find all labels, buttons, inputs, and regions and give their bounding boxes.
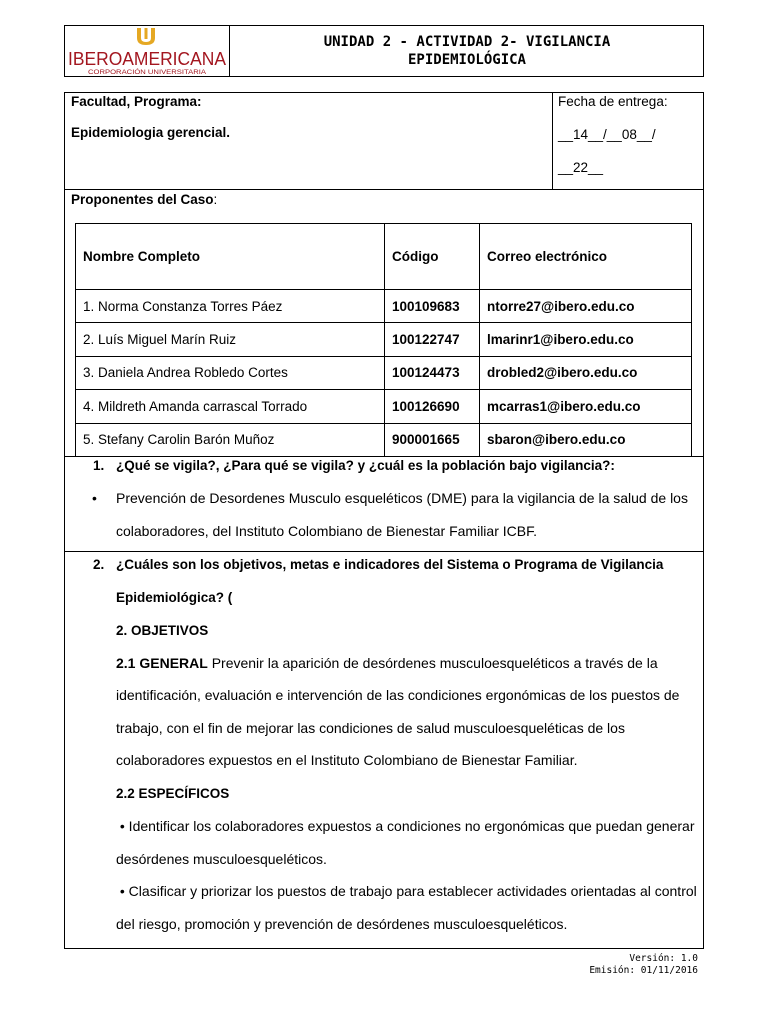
section-1-answer-2: colaboradores, del Instituto Colombiano de Bienestar Familiar ICBF. — [116, 523, 537, 539]
document-title — [230, 33, 704, 69]
member-email: ntorre27@ibero.edu.co — [480, 290, 692, 323]
section-2-number: 2. — [93, 557, 105, 572]
proponents-table — [75, 223, 692, 457]
title-line-1: UNIDAD 2 - ACTIVIDAD 2- VIGILANCIA — [323, 34, 611, 50]
specific-objective-1-line-1: • Identificar los colaboradores expuestos a condiciones no ergonómicas que puedan generar — [116, 818, 695, 834]
section-2-question-2: Epidemiológica? ( — [116, 590, 233, 605]
iberoamericana-logo — [66, 26, 228, 76]
general-objective-line-2: identificación, evaluación e intervención de las condiciones ergonómicas de los puestos de — [116, 687, 680, 703]
specific-objective-2-line-1: • Clasificar y priorizar los puestos de trabajo para establecer actividades orientadas al control — [116, 883, 697, 899]
member-name: 3. Daniela Andrea Robledo Cortes — [76, 356, 385, 389]
table-header-row — [76, 224, 692, 290]
title-line-2: EPIDEMIOLÓGICA — [407, 52, 526, 68]
general-heading: 2.1 GENERAL — [116, 655, 208, 671]
proponents-heading: Proponentes del Caso: — [71, 192, 218, 207]
table-row — [76, 390, 692, 423]
table-row — [76, 323, 692, 356]
member-code: 100109683 — [385, 290, 480, 323]
general-objective-line-4: colaboradores expuestos en el Instituto Colombiano de Bienestar Familiar. — [116, 752, 578, 768]
date-label: Fecha de entrega: — [558, 94, 668, 109]
program-name: Epidemiologia gerencial. — [71, 125, 231, 140]
table-row — [76, 356, 692, 389]
delivery-date-1: __14__/__08__/ — [558, 127, 656, 142]
member-code: 100126690 — [385, 390, 480, 423]
member-name: 4. Mildreth Amanda carrascal Torrado — [76, 390, 385, 423]
specific-heading: 2.2 ESPECÍFICOS — [116, 786, 230, 801]
emission-date: Emisión: 01/11/2016 — [589, 964, 698, 976]
specific-objective-2-line-2: del riesgo, promoción y prevención de desórdenes musculoesqueléticos. — [116, 916, 568, 932]
info-divider — [552, 92, 553, 190]
general-objective-line-1: 2.1 GENERAL Prevenir la aparición de desórdenes musculoesqueléticos a través de la — [116, 655, 658, 671]
table-row — [76, 290, 692, 323]
section-2-question-1: ¿Cuáles son los objetivos, metas e indicadores del Sistema o Programa de Vigilancia — [116, 557, 664, 572]
section-1-question: ¿Qué se vigila?, ¿Para qué se vigila? y ¿cuál es la población bajo vigilancia?: — [116, 458, 615, 473]
member-name: 1. Norma Constanza Torres Páez — [76, 290, 385, 323]
member-code: 100122747 — [385, 323, 480, 356]
delivery-date-2: __22__ — [558, 160, 604, 175]
section-1-number: 1. — [93, 458, 105, 473]
specific-objective-1-line-2: desórdenes musculoesqueléticos. — [116, 851, 327, 867]
member-email: drobled2@ibero.edu.co — [480, 356, 692, 389]
document-footer — [589, 953, 698, 976]
logo-subtitle: CORPORACIÓN UNIVERSITARIA — [88, 70, 181, 76]
bullet-icon: • — [92, 490, 97, 506]
faculty-label: Facultad, Programa: — [71, 94, 202, 109]
objectives-heading: 2. OBJETIVOS — [116, 623, 209, 638]
general-objective-line-3: trabajo, con el fin de mejorar las condiciones de salud musculoesqueléticas de los — [116, 720, 625, 736]
member-name: 2. Luís Miguel Marín Ruiz — [76, 323, 385, 356]
member-email: sbaron@ibero.edu.co — [480, 423, 692, 456]
member-code: 900001665 — [385, 423, 480, 456]
member-email: lmarinr1@ibero.edu.co — [480, 323, 692, 356]
logo-wordmark: IBEROAMERICANA — [68, 48, 227, 69]
member-email: mcarras1@ibero.edu.co — [480, 390, 692, 423]
version-text: Versión: 1.0 — [629, 953, 698, 964]
logo-graphic — [66, 26, 228, 76]
header-name: Nombre Completo — [76, 224, 385, 290]
header-email: Correo electrónico — [480, 224, 692, 290]
member-name: 5. Stefany Carolin Barón Muñoz — [76, 423, 385, 456]
section-1-answer-1: Prevención de Desordenes Musculo esqueléticos (DME) para la vigilancia de la salud de los — [116, 490, 688, 506]
header-code: Código — [385, 224, 480, 290]
member-code: 100124473 — [385, 356, 480, 389]
